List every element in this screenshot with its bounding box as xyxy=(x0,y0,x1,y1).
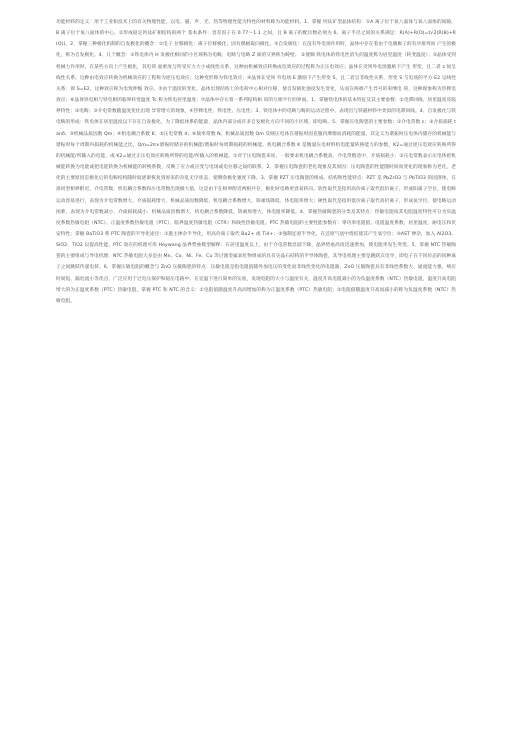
document-body-text: 功能材料的定义：用于工业和技术上的有关物理性能，以电、磁、声、光、热等物理性能为特性的材料称为功能材料。1、掌握 钙钛矿型晶体结构：①A 离子位于氧八面体与氧八面体的间隙，B 离子位于氧八面体的中心。②形成稳定钙钛矿相结构的两个 基本条件：容差因子在 0.77～1.1 之间，且 B 离子的配位数必须为 6。离子半径之间的关系满足：R(A)+R(O)=t√2(R(B)+R(O))。2、掌握三种极化机制的自发极化的概念：①电子 位移极化：离子位移极化；固有偶极取向极化。③自发极化：在没有外电场作用时，晶体中存在着由于电偶极子的有序排列而 产生的极化，称为自发极化。4、几个概念：①铁电体内 H 发极化相同的小区域称为电畴，电畴与电畴 Z 间的交界称为畴壁； ②使顺 铁电体的铁电性消失的温度称为居里温度（转变温度）；③晶体受到机械力作用时，在某些方向上产生极化，其电荷 面密度与所受应力大小成线性关系，这种由机械效应转换成电效应的过程称为正压电效应；晶体在受到外电场激励下产生 形变，且二者 z 间呈线性关系，这种由电效应转换为机械效应的工程称为逆压电效应；这种变形称为铁电效应；④晶体在受到 外电场 E 激励下产生形变 S，且二者呈非线性关系，形变 S 与电场的平方 E2 呈线性关系：即 S=E2。这种效应称为电致伸缩 效应。⑤由于温度的变化，晶体出现结构上的电荷中心相对位移，使自发极化强度发生变化，从而在两端产生异号的束缚电 荷，这种现象称为热释电效应；⑥晶体铁电相与铁电相的临界转变温度 Tc 称为铁电居里温度；⑦晶体中存在着一系列结构相 同的互相平行的界面。1、掌握铁电体的基本特征及其主要参数：①电滞回线、居里温度及临界特性；②电畴；③介电常数随温度变化出现 异常增大的现象，④热释电性、铁电性、压电性；3、铁电体中的电畴与畴的运动过程中，表现出与铁磁材料中类似的电滞回线。4、自发极化与铁电畴的形成：铁电体在居里温度以下存在自发极化，为了降低体系的能量，晶体内部分成许多自发极化方向不同的小区域，即电畴。5、掌握压电陶瓷的主要参数：①介电常数 ε；②介质损耗 tanδ；③机械品质因数 Qm；④机电耦合系数 K；⑤压电常数 d；⑥频率常数 N。机械品质因数 Qm 反映压电体在谐振时因克服内摩擦而消耗的能量，其定义为谐振时压电体内储存的机械能与谐振时每个周期内损耗的机械能之比，Qm=2π×谐振时储存的机械能/谐振时每周期损耗的机械能。机电耦合系数 K 是衡量压电材料机电能量转换能力的参数，K2=通过逆压电效应转换所得的机械能/所输入的电能，或 K2=通过正压电效应转换所得的电能/所输入的机械能。①对于压电陶瓷来说，一般要求机电耦合系数高、介电常数适中、介质损耗小；②压电常数表示压电体把机械能转换为电能或把电能转换为机械能的转换系数，反映了应力或应变与电场或电位移之间的联系。2、掌握压电陶瓷的老化现象及其原因：压电陶瓷的性能随时间而变化的现象称为老化，老化的主要原因是极化后的电畴结构随时间逐渐恢复到原来的杂乱无序状态，使剩余极化强度下降。3、掌握 PZT 压电陶瓷的组成、结构和性能特点：PZT 是 PbZrO3 与 PbTiO3 的固溶体，在准同型相界附近，介电常数、机电耦合系数和压电常数出现极大值，这是由于在相界附近两相共存，极化时电畴更容易转向。软性取代是指用高价离子取代低价离子，形成阳离子空位，使电畴运动容易进行，表现为介电常数增大、介质损耗增大、机械品质因数降低、机电耦合系数增大、矫顽场降低、体电阻率增大；硬性取代是指用低价离子取代高价离子，形成氧空位，使电畴运动困难，表现为介电常数减小、介质损耗减小、机械品质因数增大、机电耦合系数降低、矫顽场增大、体电阻率降低。4、掌握热敏陶瓷的分类及其特点：热敏电阻按其电阻温度特性可分为负温度系数热敏电阻（NTC）、正温度系数热敏电阻（PTC）、临界温度热敏电阻（CTR）和线性热敏电阻。PTC 热敏电阻的主要性能参数有：零功率电阻值、电阻温度系数、居里温度、耐电压和伏安特性；掌握 BaTiO3 系 PTC 陶瓷的半导化途径：①施主掺杂半导化，用高价离子取代 Ba2+ 或 Ti4+；②强制还原半导化，在还原气氛中烧结使其产生氧空位；③AST 掺杂，加入 Al2O3、SiO2、TiO2 以提高性能。PTC 效应的机理可用 Heywang 晶界势垒模型解释：在居里温度以上，由于介电常数急剧下降，晶界势垒高度迅速增加，使电阻率发生突变。5、掌握 NTC 热敏陶瓷的主要组成与导电机理：NTC 热敏电阻大多是由 Mn、Co、Ni、Fe、Cu 等过渡金属氧化物组成的具有尖晶石结构的半导体陶瓷，其导电机理主要是跳跃式电导，即电子在不同价态的同种离子之间跳跃传递电荷。6、掌握压敏电阻的概念与 ZnO 压敏陶瓷的特点：压敏电阻是指电阻值随外加电压的变化而非线性变化的电阻器，ZnO 压敏陶瓷具有非线性系数大、通流能力强、响应时间短、漏电流小等优点，广泛应用于过电压保护和稳压电路中。在室温下进行简单的实验，发现电阻的大小与温度有关，温度升高电阻减小的为负温度系数（NTC）热敏电阻，温度升高电阻增大的为正温度系数（PTC）热敏电阻，掌握 PTC 和 NTC 的含义：①电阻值随温度升高而增加的称为正温度系数（PTC）热敏电阻；②电阻值随温度升高而减小的称为负温度系数（NTC）热敏电阻。 xyxy=(56,20,456,304)
